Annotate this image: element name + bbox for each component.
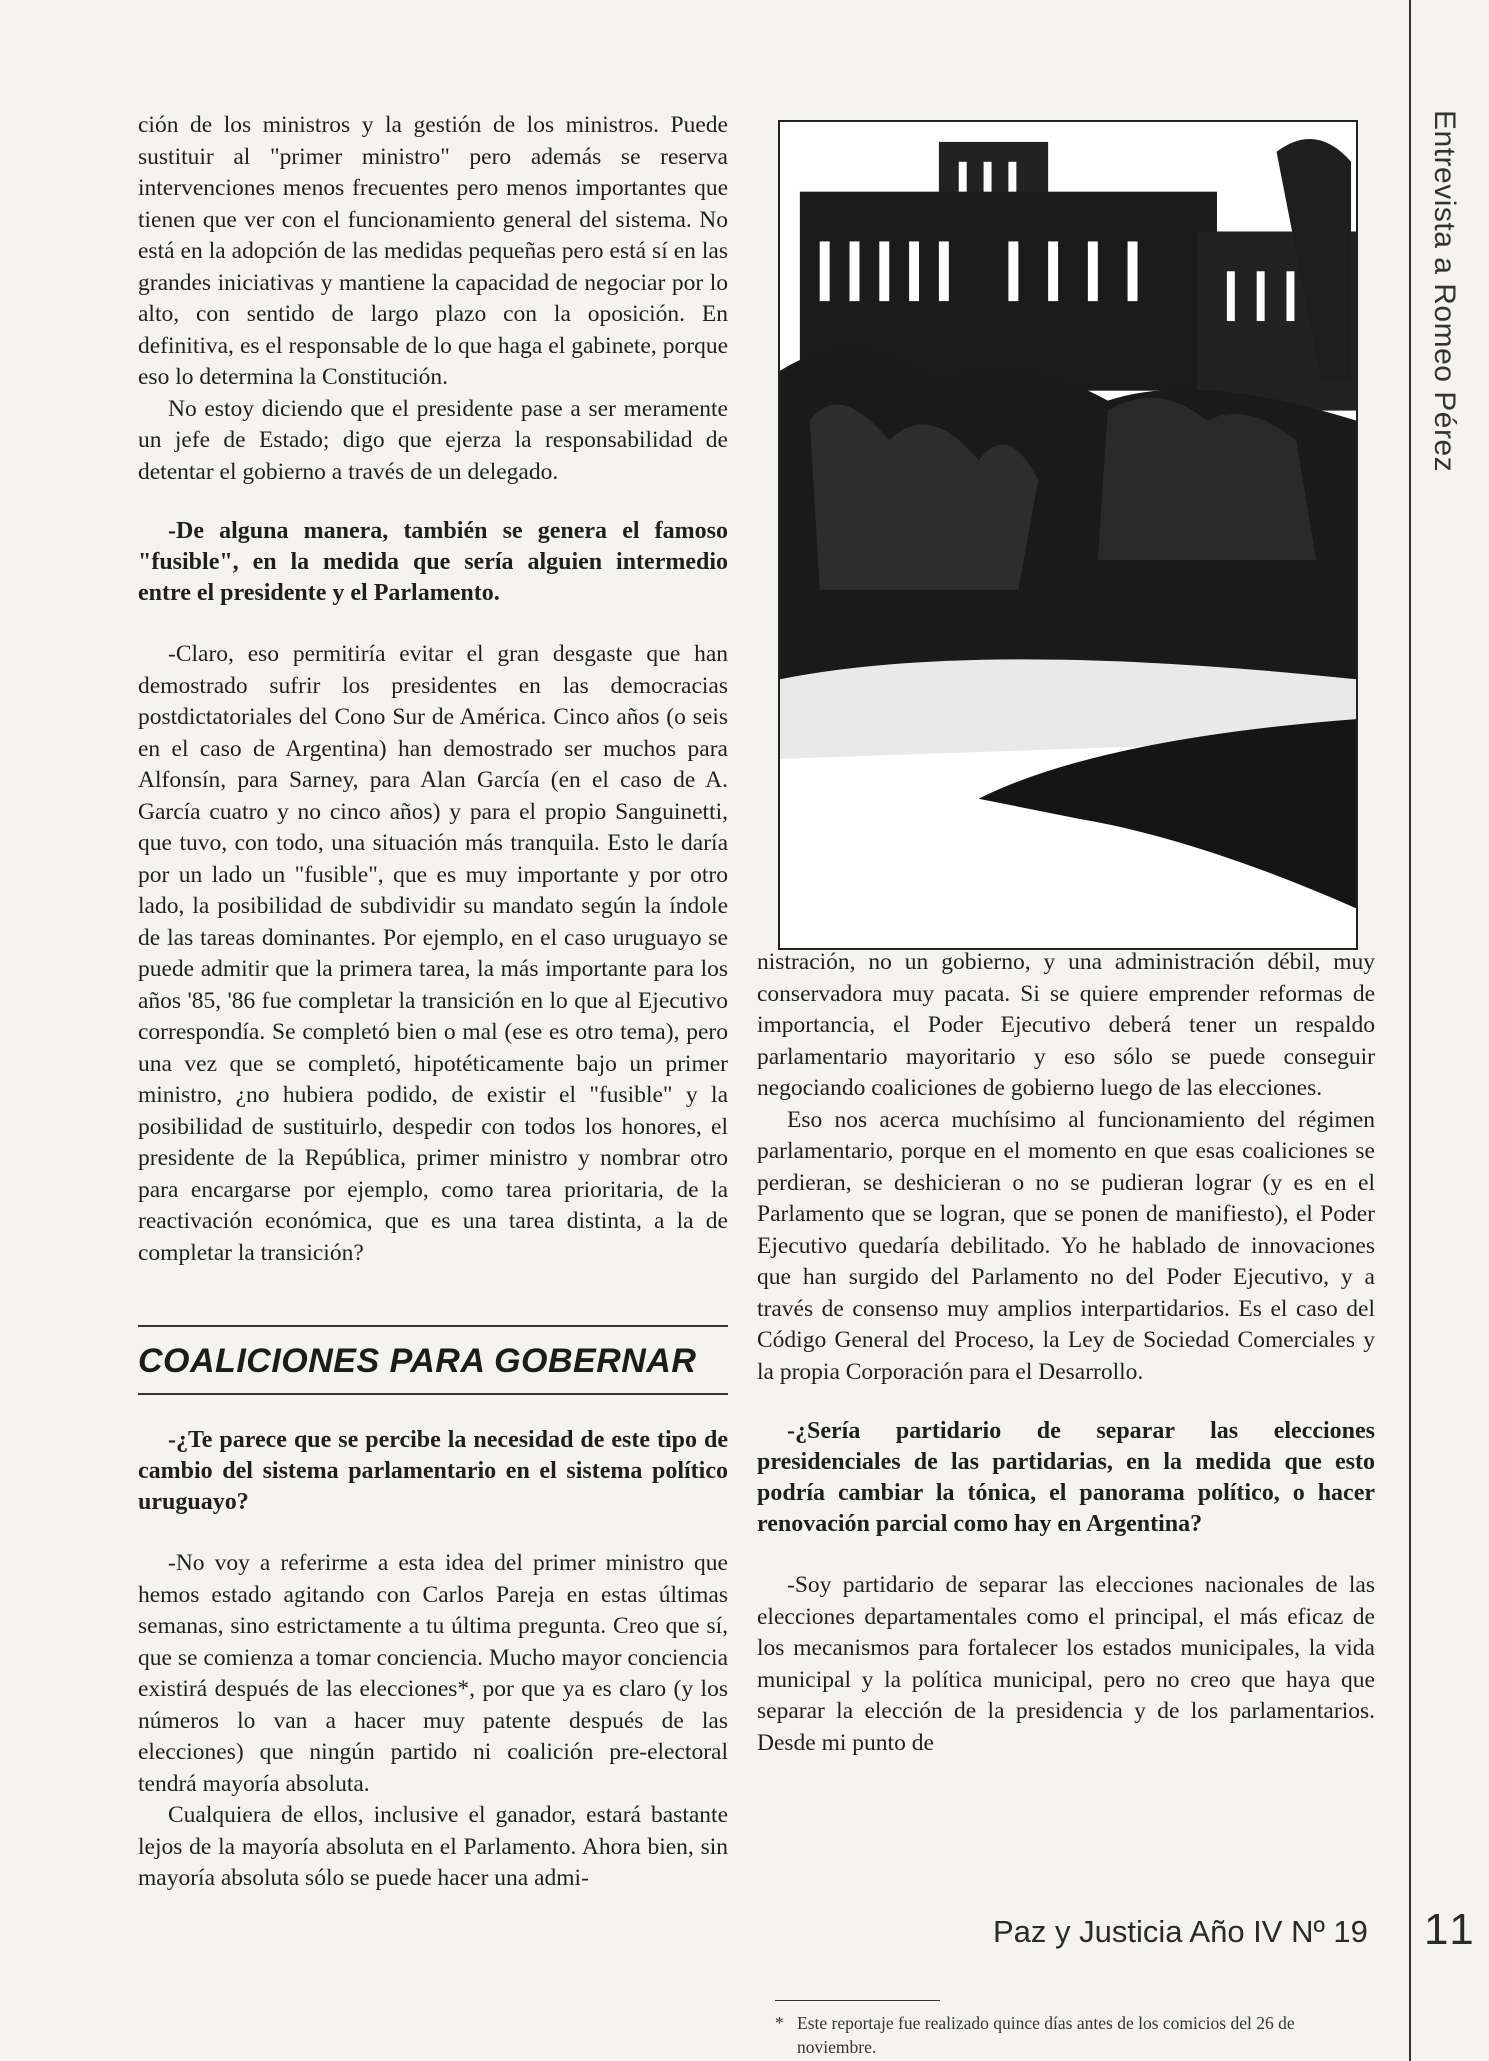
interview-question: -¿Sería partidario de separar las elecciones presidenciales de las partidarias, en la medida que esto podría cambiar la tónica, el panorama político, o hacer renovación parcial como hay en Argentina? <box>757 1418 1375 1537</box>
margin-rule <box>1409 0 1411 2061</box>
side-section-title: Entrevista a Romeo Pérez <box>1428 110 1461 473</box>
building-photo-illustration <box>780 122 1356 948</box>
paragraph: -Soy partidario de separar las elecciones nacionales de las elecciones departamentales como el principal, el más eficaz de los mecanismos para fortalecer los estados municipales, la vida municipal y la política municipal, pero no creo que haya que separar la elección de la presidencia y de los parlamentarios. Desde mi punto de <box>757 1572 1375 1756</box>
footnote-mark: * <box>775 2013 784 2033</box>
section-heading-box <box>138 1325 728 1395</box>
right-column <box>757 947 1375 1759</box>
page-number: 11 <box>1424 1905 1478 1954</box>
building-photograph <box>778 120 1358 950</box>
paragraph: Cualquiera de ellos, inclusive el ganador, estará bastante lejos de la mayoría absoluta en el Parlamento. Ahora bien, sin mayoría absoluta sólo se puede hacer una admi- <box>138 1802 728 1891</box>
footnote <box>775 2011 1375 2059</box>
interview-question: -¿Te parece que se percibe la necesidad de este tipo de cambio del sistema parlamentario en el sistema político uruguayo? <box>138 1427 728 1515</box>
footnote-rule <box>775 2000 940 2001</box>
footnote-text: Este reportaje fue realizado quince días antes de los comicios del 26 de noviembre. <box>797 2013 1295 2057</box>
paragraph: Eso nos acerca muchísimo al funcionamiento del régimen parlamentario, porque en el momento en que esas coaliciones se perdieran, se deshicieran o no se pudieran lograr (y es en el Parlamento que se logran, que se ponen de manifiesto), el Poder Ejecutivo quedaría debilitado. Yo he hablado de innovaciones que han surgido del Parlamento no del Poder Ejecutivo, y a través de consenso muy amplios interpartidarios. Es el caso del Código General del Proceso, la Ley de Sociedad Comerciales y la propia Corporación para el Desarrollo. <box>757 1106 1375 1385</box>
left-column <box>138 110 728 1895</box>
paragraph: -Claro, eso permitiría evitar el gran desgaste que han demostrado sufrir los presidentes en las democracias postdictatoriales del Cono Sur de América. Cinco años (o seis en el caso de Argentina) han demostrado ser muchos para Alfonsín, para Sarney, para Alan García (en el caso de A. García cuatro y no cinco años) y para el propio Sanguinetti, que tuvo, con todo, una situación más tranquila. Esto le daría por un lado un "fusible", que es muy importante y por otro lado, la posibilidad de subdividir su mandato según la índole de las tareas dominantes. Por ejemplo, en el caso uruguayo se puede admitir que la primera tarea, la más importante para los años '85, '86 fue completar la transición en lo que al Ejecutivo correspondía. Se completó bien o mal (ese es otro tema), pero una vez que se completó, hipotéticamente bajo un primer ministro, ¿no hubiera podido, de existir el "fusible" y la posibilidad de sustituirlo, despedir con todos los honores, el presidente de la República, primer ministro y nombrar otro para encargarse por ejemplo, como tarea prioritaria, de la reactivación económica, que es una tarea distinta, a la de completar la transición? <box>138 641 728 1266</box>
paragraph: No estoy diciendo que el presidente pase a ser meramente un jefe de Estado; digo que ejerza la responsabilidad de detentar el gobierno a través de un delegado. <box>138 395 728 485</box>
paragraph: nistración, no un gobierno, y una administración débil, muy conservadora muy pacata. Si se quiere emprender reformas de importancia, el Poder Ejecutivo deberá tener un respaldo parlamentario mayoritario y eso sólo se puede conseguir negociando coaliciones de gobierno luego de las elecciones. <box>757 949 1375 1101</box>
publication-title: Paz y Justicia Año IV Nº 19 <box>993 1914 1368 1949</box>
paragraph: -No voy a referirme a esta idea del primer ministro que hemos estado agitando con Carlos Pareja en estas últimas semanas, sino estrictamente a tu última pregunta. Creo que sí, que se comienza a tomar conciencia. Mucho mayor conciencia existirá después de las elecciones*, por que ya es claro (y los números lo van a hacer muy patente después de las elecciones) que ningún partido ni coalición pre-electoral tendrá mayoría absoluta. <box>138 1550 728 1797</box>
paragraph: ción de los ministros y la gestión de los ministros. Puede sustituir al "primer ministro" pero además se reserva intervenciones menos frecuentes pero menos importantes que tienen que ver con el funcionamiento general del sistema. No está en la adopción de las medidas pequeñas pero está sí en las grandes iniciativas y mantiene la capacidad de negociar por lo alto, con sentido de largo plazo con la oposición. En definitiva, es el responsable de lo que haga el gabinete, porque eso lo determina la Constitución. <box>138 112 728 390</box>
section-heading: COALICIONES PARA GOBERNAR <box>138 1342 697 1380</box>
interview-question: -De alguna manera, también se genera el famoso "fusible", en la medida que sería alguien intermedio entre el presidente y el Parlamento. <box>138 518 728 606</box>
